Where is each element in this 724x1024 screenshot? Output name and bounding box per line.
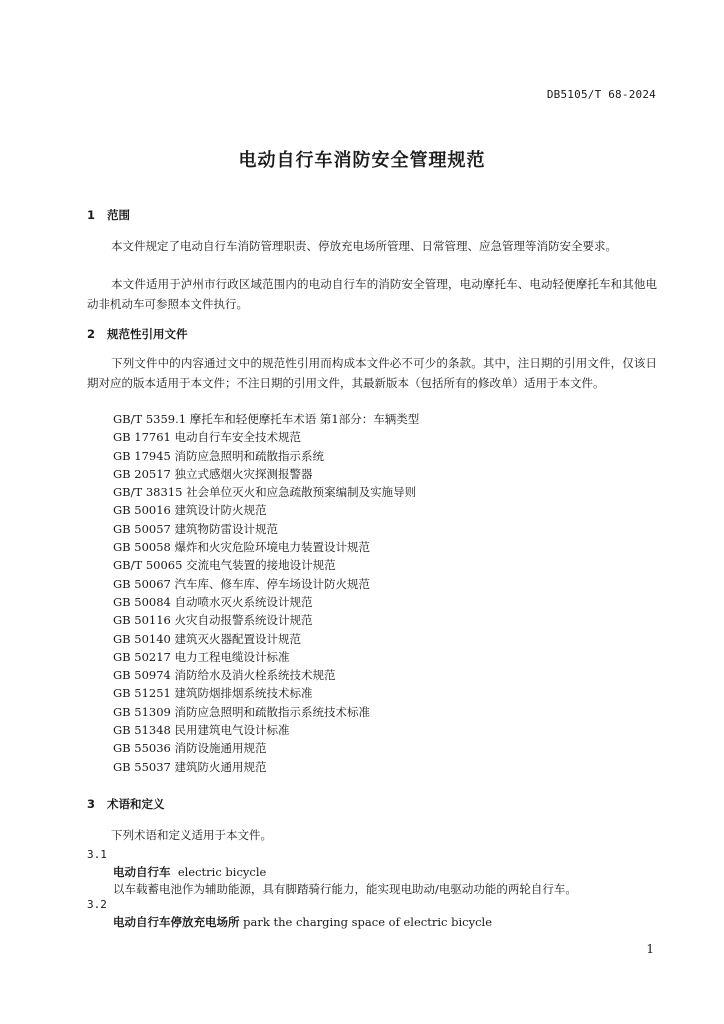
reference-item: GB 51348 民用建筑电气设计标准 [113,723,290,738]
reference-item: GB 50974 消防给水及消火栓系统技术规范 [113,668,336,683]
standard-number: DB5105/T 68-2024 [546,88,656,101]
reference-item: GB 50084 自动喷水灭火系统设计规范 [113,594,313,609]
document-title: 电动自行车消防安全管理规范 [238,150,486,171]
term-3-2-heading [113,914,492,930]
term-3-2-chinese: 电动自行车停放充电场所 [113,915,240,929]
reference-item: GB 50140 建筑灭火器配置设计规范 [113,631,302,646]
reference-item: GB 55036 消防设施通用规范 [113,741,267,756]
term-3-1-heading [113,864,266,880]
reference-item: GB 50116 火灾自动报警系统设计规范 [113,613,313,628]
term-3-2-number: 3.2 [87,898,107,911]
reference-item: GB 50057 建筑物防雷设计规范 [113,521,279,536]
section-2-number: 2 [87,327,96,341]
section-1-heading [87,207,130,223]
reference-item: GB 55037 建筑防火通用规范 [113,759,267,774]
section-1-paragraph-2: 本文件适用于泸州市行政区域范围内的电动自行车的消防安全管理，电动摩托车、电动轻便摩托车和其他电动非机动车可参照本文件执行。 [87,277,657,311]
term-3-1-english: electric bicycle [177,865,267,879]
reference-item: GB 17945 消防应急照明和疏散指示系统 [113,448,325,463]
reference-item: GB/T 50065 交流电气装置的接地设计规范 [113,558,336,573]
section-3-number: 3 [87,797,96,811]
reference-item: GB 51309 消防应急照明和疏散指示系统技术标准 [113,704,371,719]
term-3-2-english: park the charging space of electric bicycle [243,915,493,929]
normative-references-list [113,410,419,776]
page-number: 1 [646,942,654,956]
reference-item: GB/T 38315 社会单位灭火和应急疏散预案编制及实施导则 [113,485,417,500]
reference-item: GB 50016 建筑设计防火规范 [113,503,267,518]
reference-item: GB 50067 汽车库、修车库、停车场设计防火规范 [113,576,371,591]
reference-item: GB 17761 电动自行车安全技术规范 [113,430,302,445]
section-3-paragraph-1: 下列术语和定义适用于本文件。 [111,828,272,842]
section-1-title: 范围 [107,208,130,222]
section-2-title: 规范性引用文件 [107,327,188,341]
reference-item: GB 50217 电力工程电缆设计标准 [113,649,290,664]
reference-item: GB/T 5359.1 摩托车和轻便摩托车术语 第1部分：车辆类型 [113,412,420,426]
reference-item: GB 20517 独立式感烟火灾探测报警器 [113,466,313,481]
section-2-heading [87,326,188,342]
section-2-paragraph-1: 下列文件中的内容通过文中的规范性引用而构成本文件必不可少的条款。其中，注日期的引用文件，仅该日期对应的版本适用于本文件；不注日期的引用文件，其最新版本（包括所有的修改单）适用于本文件。 [87,356,657,390]
section-3-heading [87,796,165,812]
section-1-paragraph-1: 本文件规定了电动自行车消防管理职责、停放充电场所管理、日常管理、应急管理等消防安全要求。 [111,239,617,253]
section-1-number: 1 [87,208,96,222]
term-3-1-definition: 以车载蓄电池作为辅助能源，具有脚踏骑行能力，能实现电助动/电驱动功能的两轮自行车。 [113,882,577,896]
reference-item: GB 51251 建筑防烟排烟系统技术标准 [113,686,313,701]
term-3-1-number: 3.1 [87,848,107,861]
term-3-1-chinese: 电动自行车 [113,865,171,879]
reference-item: GB 50058 爆炸和火灾危险环境电力装置设计规范 [113,540,371,555]
section-3-title: 术语和定义 [107,797,165,811]
